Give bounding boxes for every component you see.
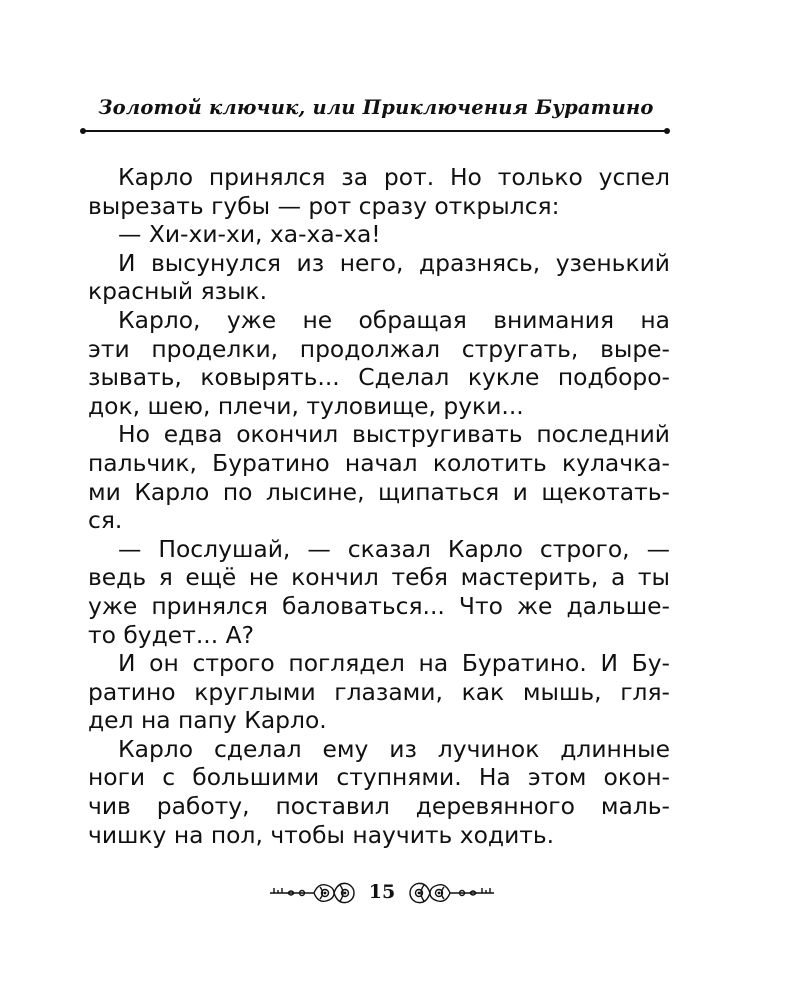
text-line: Карло сделал ему из лучинок длинные — [118, 734, 670, 763]
text-line: Карло принялся за рот. Но только успел — [118, 163, 670, 191]
text-line: ся. — [88, 506, 123, 535]
paragraph — [88, 249, 670, 306]
paragraph — [88, 535, 670, 649]
text-line: вырезать губы — рот сразу открылся: — [88, 191, 560, 220]
text-line: И высунулся из него, дразнясь, узенький — [118, 248, 670, 277]
text-line: ноги с большими ступнями. На этом окон- — [88, 763, 670, 792]
page-number: 15 — [368, 881, 396, 903]
text-line: ми Карло по лысине, щипаться и щекотать- — [88, 477, 670, 506]
page-footer — [268, 876, 496, 910]
text-line: эти проделки, продолжал стругать, выре- — [88, 334, 670, 363]
paragraph — [88, 163, 670, 220]
text-line: И он строго поглядел на Буратино. И Бу- — [118, 649, 670, 678]
text-line: ратино круглыми глазами, как мышь, гля- — [88, 677, 670, 706]
key-ornament-icon — [408, 878, 496, 908]
header-rule — [80, 128, 670, 134]
text-line: ведь я ещё не кончил тебя мастерить, а ты — [88, 563, 670, 592]
body-text — [88, 163, 670, 849]
text-line: то будет... А? — [88, 620, 254, 649]
text-line: зывать, ковырять... Сделал кукле подборо- — [88, 363, 670, 392]
text-line: док, шею, плечи, туловище, руки... — [88, 391, 524, 420]
key-ornament-icon — [268, 878, 356, 908]
text-line: Но едва окончил выстругивать последний — [118, 420, 670, 449]
text-line: уже принялся баловаться... Что же дальше- — [88, 591, 670, 620]
paragraph — [88, 306, 670, 420]
text-line: дел на папу Карло. — [88, 706, 327, 735]
paragraph — [88, 735, 670, 849]
text-line: чишку на пол, чтобы научить ходить. — [88, 820, 555, 849]
running-header: Золотой ключик, или Приключения Буратино — [98, 96, 654, 119]
text-line: чив работу, поставил деревянного маль- — [88, 792, 670, 821]
text-line: — Хи-хи-хи, ха-ха-ха! — [118, 220, 381, 249]
text-line: Карло, уже не обращая внимания на — [118, 305, 670, 334]
text-line: — Послушай, — сказал Карло строго, — — [118, 534, 670, 563]
text-line: пальчик, Буратино начал колотить кулачка- — [88, 448, 670, 477]
paragraph — [88, 220, 670, 249]
paragraph — [88, 420, 670, 534]
text-line: красный язык. — [88, 277, 268, 306]
paragraph — [88, 649, 670, 735]
